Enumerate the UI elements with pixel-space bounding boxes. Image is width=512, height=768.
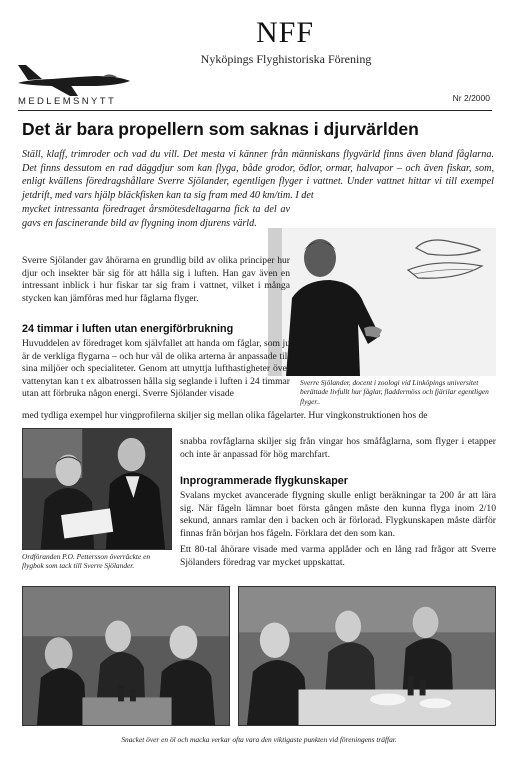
article-lead-continued: mycket intressanta föredraget årsmötesdeltagarna fick ta del av gavs en fascinerande bild av flygning inom djurens värld. [22, 204, 290, 229]
speaker-photo [268, 228, 496, 376]
speaker-caption: Sverre Sjölander, docent i zoologi vid Linköpings universitet berättade livfullt hur fåglar, fladdermöss och fjärilar egentligen flyger.. [300, 378, 489, 406]
subheading-24-hours: 24 timmar i luften utan energiförbrukning [22, 323, 234, 335]
social-photo-right [238, 586, 496, 726]
jet-aircraft-icon [16, 58, 134, 98]
award-caption: Ordföranden P.O. Pettersson överräckte en flygbok som tack till Sverre Sjölander. [22, 552, 151, 571]
issue-number: Nr 2/2000 [452, 93, 490, 103]
society-name: Nyköpings Flyghistoriska Förening [200, 52, 372, 66]
award-photo [22, 428, 172, 550]
paragraph-swallow: Svalans mycket avancerade flygning skulle enligt beräkningar ta 200 år att lära sig. När fågeln lämnar boet första gången måste den kunna flyga inom 2/10 sekund, annars ramlar den i backen och är förlorad. Flygkunskapen måste därför finnas från början hos fågeln. Förklara det den som kan. [180, 490, 496, 539]
paragraph-intro: Sverre Sjölander gav åhörarna en grundlig bild av olika principer hur djur och insekter bär sig för att hålla sig i luften. Han gav även en intressant inblick i hur fiskar tar sig fram i vattnet, vilket i många stycken kan jämföras med hur fåglarna flyger. [22, 255, 290, 304]
subheading-programmed: Inprogrammerade flygkunskaper [180, 475, 349, 487]
paragraph-wing-profiles: med tydliga exempel hur vingprofilerna skiljer sig mellan olika fågelarter. Hur vingkonstruktionen hos de [22, 410, 428, 421]
masthead-divider [18, 110, 492, 111]
article-headline: Det är bara propellern som saknas i djurvärlden [22, 119, 419, 139]
paragraph-applause: Ett 80-tal åhörare visade med varma applåder och en lång rad frågor att Sverre Sjölanders föredrag var mycket uppskattat. [180, 544, 496, 568]
social-photo-left [22, 586, 230, 726]
bottom-caption: Snacket över en öl och macka verkar ofta vara den viktigaste punkten vid föreningens träffar. [121, 735, 397, 744]
newsletter-label: MEDLEMSNYTT [18, 96, 117, 107]
brand-title: NFF [255, 16, 315, 49]
paragraph-raptors: snabba rovfåglarna skiljer sig från vingar hos småfåglarna, som flyger i etapper och inte är anpassad för hög marchfart. [180, 436, 496, 460]
article-lead: Ställ, klaff, trimroder och vad du vill. Det mesta vi känner från människans flygvärld finns även bland fåglarna. Det finns dessutom en rad däggdjur som kan flyga, både grodor, ödlor, ormar, halvapor – och även fiskar, som, enligt kvällens föredragshållare Sverre Sjölander, egentligen flyger i vattnet. Under vattnet hittar vi till exempel jetdrift, med vars hjälp bläckfisken kan ta sig fram med 40 km/tim. I det [22, 149, 494, 201]
paragraph-birds: Huvuddelen av föredraget kom självfallet att handa om fåglar, som ju är de verkliga flygarna – och hur väl de olika arterna är anpassade till sina miljöer och specialiteter. Genom att utnyttja lufthastigheter över vattenytan kan t ex albatrossen hålla sig seglande i luften i 24 timmar utan att förbruka någon energi. Sverre Sjölander visade [22, 338, 290, 400]
